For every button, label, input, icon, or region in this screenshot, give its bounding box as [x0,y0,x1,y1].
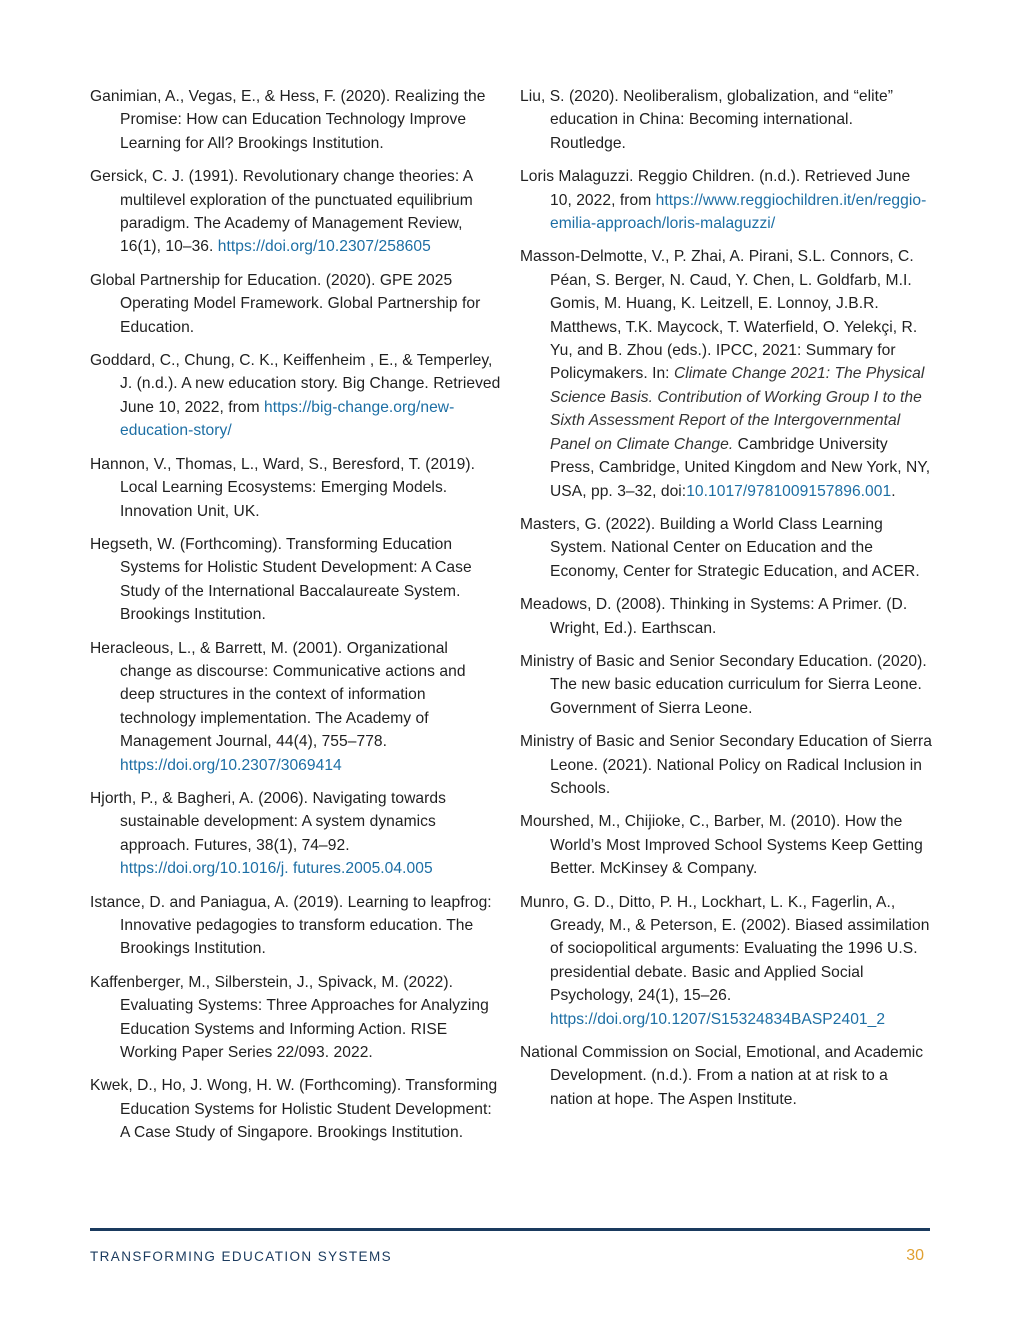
reference-link[interactable]: https://www.reggiochildren.it/en/reggio-emilia-approach/loris-malaguzzi/ [550,191,927,233]
reference-text: Masters, G. (2022). Building a World Class Learning System. National Center on Education and the Economy, Center for Strategic Education, and ACER. [520,515,920,580]
reference-entry [90,787,502,881]
reference-text: Masson-Delmotte, V., P. Zhai, A. Pirani, S.L. Connors, C. Péan, S. Berger, N. Caud, Y. Chen, L. Goldfarb, M.I. Gomis, M. Huang, K. Leitzell, E. Lonnoy, J.B.R. Matthews, T.K. Maycock, T. Waterfield, O. Yelekçi, R. Yu, and B. Zhou (eds.). IPCC, 2021: Summary for Policymakers. In: [520,248,918,383]
reference-entry [90,349,502,443]
reference-entry [90,891,502,961]
reference-entry [520,810,932,880]
reference-link[interactable]: https://doi.org/10.2307/258605 [217,238,431,256]
reference-text: Hegseth, W. (Forthcoming). Transforming Education Systems for Holistic Student Development: A Case Study of the International Baccalaureate System. Brookings Institution. [90,535,472,624]
reference-text: Cambridge University Press, Cambridge, United Kingdom and New York, NY, USA, pp. 3–32, doi: [550,435,931,500]
reference-text: . [891,482,896,500]
reference-text: Kwek, D., Ho, J. Wong, H. W. (Forthcoming). Transforming Education Systems for Holistic Student Development: A Case Study of Singapore. Brookings Institution. [90,1077,498,1142]
reference-entry [520,513,932,583]
references-right-column [520,85,932,1121]
reference-text: Ministry of Basic and Senior Secondary Education. (2020). The new basic education curriculum for Sierra Leone. Government of Sierra Leone. [520,652,927,717]
reference-entry [520,650,932,720]
reference-link[interactable]: https://doi.org/10.1016/j. futures.2005.04.005 [120,860,433,878]
reference-entry [520,593,932,640]
reference-entry [90,269,502,339]
reference-text: Ganimian, A., Vegas, E., & Hess, F. (2020). Realizing the Promise: How can Education Technology Improve Learning for All? Brookings Institution. [90,88,486,152]
reference-entry [90,533,502,627]
reference-text: Heracleous, L., & Barrett, M. (2001). Organizational change as discourse: Communicative actions and deep structures in the context of information technology implementation. The Academy of Management Journal, 44(4), 755–778. [90,639,466,751]
reference-text: Mourshed, M., Chijioke, C., Barber, M. (2010). How the World’s Most Improved School Systems Keep Getting Better. McKinsey & Company. [520,813,923,878]
reference-text: Ministry of Basic and Senior Secondary Education of Sierra Leone. (2021). National Policy on Radical Inclusion in Schools. [520,733,933,797]
reference-link[interactable]: https://doi.org/10.1207/S15324834BASP2401_2 [550,1010,886,1028]
reference-text: National Commission on Social, Emotional, and Academic Development. (n.d.). From a nation at at risk to a nation at hope. The Aspen Institute. [520,1044,924,1108]
footer-divider [90,1228,930,1231]
reference-link[interactable]: 10.1017/9781009157896.001 [686,482,892,500]
reference-text: Gersick, C. J. (1991). Revolutionary change theories: A multilevel exploration of the punctuated equilibrium paradigm. The Academy of Management Review, 16(1), 10–36. [90,168,473,256]
footer-title: TRANSFORMING EDUCATION SYSTEMS [90,1249,393,1264]
reference-entry [520,730,932,800]
reference-link[interactable]: https://doi.org/10.2307/3069414 [120,756,342,774]
reference-text: Munro, G. D., Ditto, P. H., Lockhart, L. K., Fagerlin, A., Gready, M., & Peterson, E. (2002). Biased assimilation of sociopolitical arguments: Evaluating the 1996 U.S. presidential debate. Basic and Applied Social Psychology, 24(1), 15–26. [520,893,930,1005]
reference-text: Loris Malaguzzi. Reggio Children. (n.d.). Retrieved June 10, 2022, from [520,168,911,209]
reference-text: Global Partnership for Education. (2020). GPE 2025 Operating Model Framework. Global Partnership for Education. [90,271,481,336]
reference-text: Hjorth, P., & Bagheri, A. (2006). Navigating towards sustainable development: A system dynamics approach. Futures, 38(1), 74–92. [90,789,446,854]
reference-entry [520,1041,932,1111]
reference-entry [90,85,502,155]
reference-entry [90,637,502,777]
reference-entry [520,245,932,502]
reference-text: Meadows, D. (2008). Thinking in Systems: A Primer. (D. Wright, Ed.). Earthscan. [520,596,908,637]
reference-entry [520,165,932,235]
reference-entry [520,85,932,155]
reference-text: Hannon, V., Thomas, L., Ward, S., Beresford, T. (2019). Local Learning Ecosystems: Emerging Models. Innovation Unit, UK. [90,455,475,520]
reference-text: Istance, D. and Paniagua, A. (2019). Learning to leapfrog: Innovative pedagogies to transform education. The Brookings Institution. [90,893,492,958]
reference-entry [90,453,502,523]
reference-entry [90,1074,502,1144]
reference-text: Liu, S. (2020). Neoliberalism, globalization, and “elite” education in China: Becoming international. Routledge. [520,88,893,152]
reference-text: Kaffenberger, M., Silberstein, J., Spivack, M. (2022). Evaluating Systems: Three Approaches for Analyzing Education Systems and Informing Action. RISE Working Paper Series 22/093. 2022. [90,973,489,1062]
reference-entry [520,891,932,1031]
page-number: 30 [906,1247,924,1264]
references-left-column [90,85,502,1155]
reference-entry [90,971,502,1065]
reference-title-italic: Climate Change 2021: The Physical Science Basis. Contribution of Working Group I to the Sixth Assessment Report of the Intergovernmental Panel on Climate Change. [550,365,925,453]
reference-text: Goddard, C., Chung, C. K., Keiffenheim , E., & Temperley, J. (n.d.). A new education story. Big Change. Retrieved June 10, 2022, from [90,352,501,416]
reference-entry [90,165,502,259]
reference-link[interactable]: https://big-change.org/new-education-story/ [120,398,455,440]
